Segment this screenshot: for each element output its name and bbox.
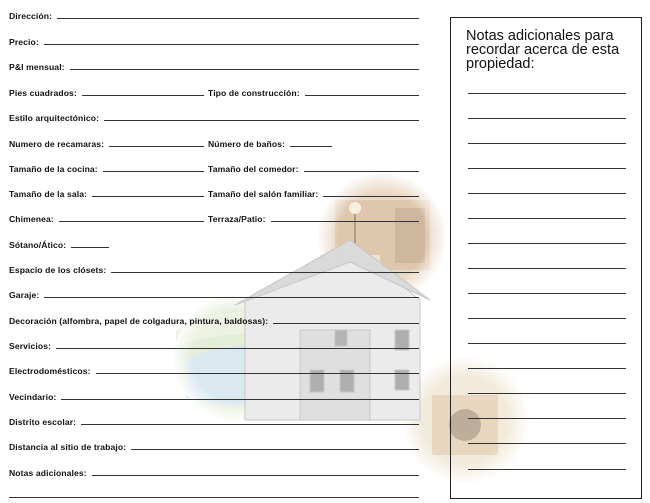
kitchen-size-field[interactable] [9,160,204,174]
price-field[interactable] [9,33,419,47]
appliances-label: Electrodomésticos: [9,366,91,376]
bathrooms-field[interactable] [208,135,332,149]
notes-line[interactable] [468,393,626,394]
monthly-pi-field[interactable] [9,58,419,72]
bathrooms-line[interactable] [290,146,332,147]
notes-line[interactable] [468,243,626,244]
appliances-field[interactable] [9,362,419,376]
appliances-line[interactable] [96,373,419,374]
decoration-line[interactable] [273,323,419,324]
notes-panel [450,17,642,499]
school-district-label: Distrito escolar: [9,417,77,427]
living-room-size-line[interactable] [92,196,204,197]
commute-distance-line[interactable] [131,449,419,450]
square-feet-line[interactable] [82,95,204,96]
architectural-style-line[interactable] [104,120,419,121]
notes-line[interactable] [468,268,626,269]
notes-line[interactable] [468,368,626,369]
fireplace-label: Chimenea: [9,214,54,224]
dining-room-size-line[interactable] [304,171,419,172]
notes-line[interactable] [468,143,626,144]
school-district-line[interactable] [81,424,419,425]
basement-attic-line[interactable] [71,247,109,248]
notes-line[interactable] [468,168,626,169]
notes-line[interactable] [468,418,626,419]
garage-field[interactable] [9,286,419,300]
notes-line[interactable] [468,443,626,444]
closet-space-label: Espacio de los clósets: [9,265,107,275]
notes-line[interactable] [468,469,626,470]
construction-type-label: Tipo de construcción: [208,88,300,98]
dining-room-size-field[interactable] [208,160,419,174]
square-feet-field[interactable] [9,84,204,98]
additional-notes-extra-line[interactable] [9,497,419,498]
kitchen-size-line[interactable] [103,171,204,172]
family-room-size-label: Tamaño del salón familiar: [208,189,319,199]
bedrooms-field[interactable] [9,135,204,149]
closet-space-field[interactable] [9,261,419,275]
neighborhood-field[interactable] [9,388,419,402]
notes-line[interactable] [468,93,626,94]
neighborhood-label: Vecindario: [9,392,57,402]
price-label: Precio: [9,37,39,47]
living-room-size-field[interactable] [9,185,204,199]
bedrooms-line[interactable] [109,146,204,147]
fireplace-line[interactable] [59,221,204,222]
family-room-size-line[interactable] [323,196,419,197]
terrace-patio-label: Terraza/Patio: [208,214,266,224]
kitchen-size-label: Tamaño de la cocina: [9,164,98,174]
school-district-field[interactable] [9,413,419,427]
address-label: Dirección: [9,11,53,21]
bedrooms-label: Numero de recamaras: [9,139,105,149]
address-field[interactable] [9,7,419,21]
bathrooms-label: Número de baños: [208,139,286,149]
architectural-style-field[interactable] [9,109,419,123]
additional-notes-label: Notas adicionales: [9,468,87,478]
terrace-patio-line[interactable] [271,221,419,222]
price-line[interactable] [44,44,419,45]
notes-line[interactable] [468,318,626,319]
notes-line[interactable] [468,293,626,294]
additional-notes-field[interactable] [9,464,419,478]
notes-line[interactable] [468,218,626,219]
closet-space-line[interactable] [111,272,419,273]
utilities-line[interactable] [56,348,419,349]
garage-line[interactable] [44,297,419,298]
architectural-style-label: Estilo arquitectónico: [9,113,100,123]
basement-attic-field[interactable] [9,236,109,250]
additional-notes-line[interactable] [92,475,419,476]
neighborhood-line[interactable] [61,399,419,400]
construction-type-line[interactable] [305,95,419,96]
terrace-patio-field[interactable] [208,210,419,224]
dining-room-size-label: Tamaño del comedor: [208,164,299,174]
decoration-field[interactable] [9,312,419,326]
construction-type-field[interactable] [208,84,419,98]
living-room-size-label: Tamaño de la sala: [9,189,88,199]
commute-distance-field[interactable] [9,438,419,452]
notes-line[interactable] [468,343,626,344]
utilities-field[interactable] [9,337,419,351]
square-feet-label: Pies cuadrados: [9,88,77,98]
family-room-size-field[interactable] [208,185,419,199]
basement-attic-label: Sótano/Ático: [9,240,67,250]
notes-line[interactable] [468,193,626,194]
monthly-pi-label: P&I mensual: [9,62,65,72]
utilities-label: Servicios: [9,341,52,351]
commute-distance-label: Distancia al sitio de trabajo: [9,442,127,452]
fireplace-field[interactable] [9,210,204,224]
notes-title: Notas adicionales para recordar acerca de esta propiedad: [466,28,620,72]
address-line[interactable] [57,18,419,19]
notes-line[interactable] [468,118,626,119]
decoration-label: Decoración (alfombra, papel de colgadura, pintura, baldosas): [9,316,269,326]
monthly-pi-line[interactable] [70,69,419,70]
garage-label: Garaje: [9,290,40,300]
